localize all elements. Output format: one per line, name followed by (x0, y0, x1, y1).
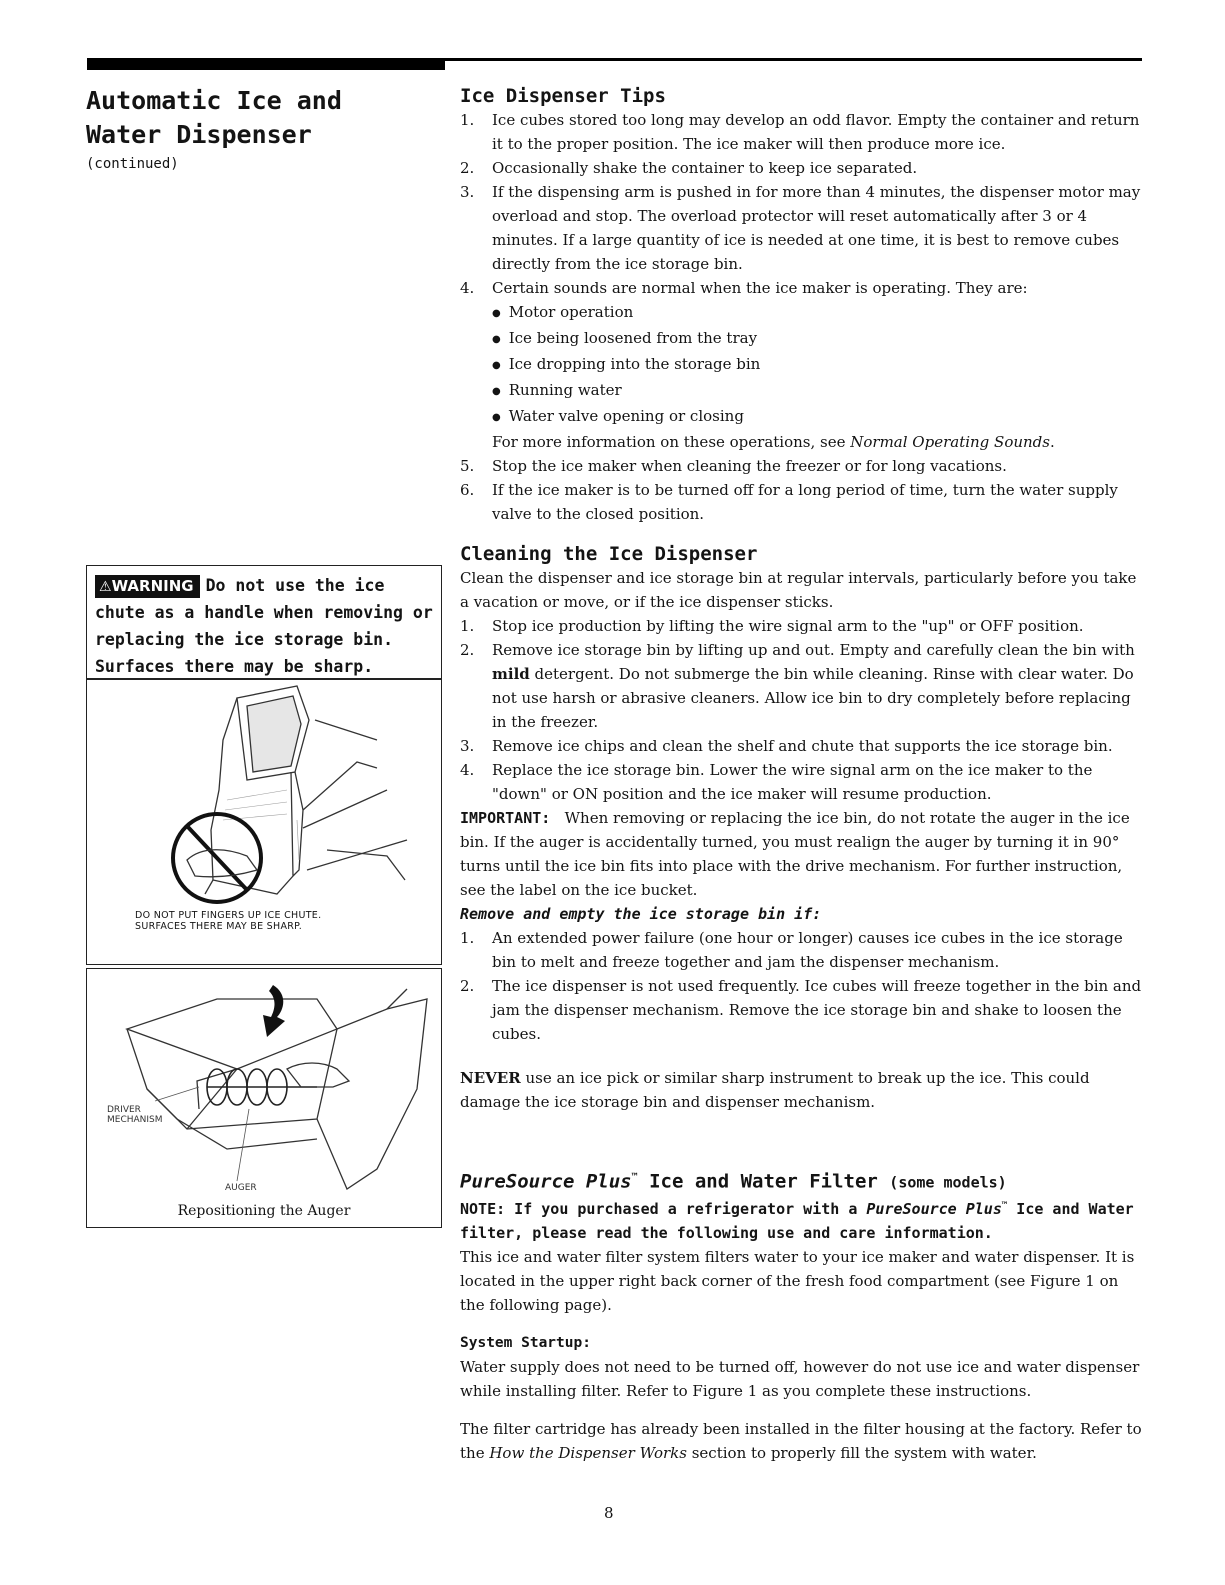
list-text: Remove ice chips and clean the shelf and chute that supports the ice storage bin. (492, 737, 1113, 755)
list-text: The ice dispenser is not used frequently. Ice cubes will freeze together in the bin and jam the dispenser mechanism. Remove the ice storage bin and shake to loosen the cubes. (492, 977, 1142, 1043)
list-text: If the ice maker is to be turned off for a long period of time, turn the water supply valve to the closed position. (492, 481, 1118, 523)
list-text: Ice cubes stored too long may develop an odd flavor. Empty the container and return it to the proper position. The ice maker will then produce more ice. (492, 111, 1140, 153)
list-number: 1. (460, 929, 475, 947)
sound-item: ● Ice being loosened from the tray (492, 326, 1142, 352)
ice-chute-figure-caption (135, 910, 321, 932)
system-startup-text: Water supply does not need to be turned off, however do not use ice and water dispenser while installing filter. Refer to Figure 1 as you complete these instructions. (460, 1358, 1140, 1401)
page-number: 8 (604, 1504, 614, 1522)
left-column (86, 84, 446, 172)
never-text: use an ice pick or similar sharp instrument to break up the ice. This could damage the ice storage bin and dispenser mechanism. (460, 1069, 1090, 1111)
cleaning-intro: Clean the dispenser and ice storage bin at regular intervals, particularly before you take a vacation or move, or if the ice dispenser sticks. (460, 569, 1137, 611)
normal-operating-sounds-reference: Normal Operating Sounds (850, 433, 1050, 451)
page-title (86, 84, 446, 152)
list-text: Stop ice production by lifting the wire signal arm to the "up" or OFF position. (492, 617, 1084, 635)
trademark-symbol: ™ (1001, 1201, 1008, 1212)
warning-badge (95, 575, 200, 598)
list-number: 2. (460, 641, 475, 659)
list-text: detergent. Do not submerge the bin while cleaning. Rinse with clear water. Do not use harsh or abrasive cleaners. Allow ice bin to dry completely before replacing in the freezer. (492, 665, 1134, 731)
list-text: If the dispensing arm is pushed in for more than 4 minutes, the dispenser motor may overload and stop. The overload protector will reset automatically after 3 or 4 minutes. If a large quantity of ice is needed at one time, it is best to remove cubes directly from the ice storage bin. (492, 183, 1141, 273)
important-text: When removing or replacing the ice bin, do not rotate the auger in the ice bin. If the auger is accidentally turned, you must realign the auger by turning it in 90° turns until the ice bin fits into place with the drive mechanism. For further instruction, see the label on the ice bucket. (460, 809, 1130, 899)
cartridge-text (460, 1417, 1142, 1465)
cartridge-text-b: section to properly fill the system with water. (686, 1444, 1037, 1463)
ice-dispenser-tips-heading: Ice Dispenser Tips (460, 85, 666, 107)
list-text: Stop the ice maker when cleaning the freezer or for long vacations. (492, 457, 1007, 475)
filter-models-note: (some models) (889, 1173, 1007, 1192)
note-text: Ice and Water filter, please read the following use and care information. (460, 1200, 1134, 1243)
auger-figure (86, 968, 442, 1228)
list-number: 1. (460, 111, 475, 129)
filter-brand: PureSource Plus (460, 1170, 632, 1193)
list-text: An extended power failure (one hour or longer) causes ice cubes in the ice storage bin to melt and freeze together and jam the dispenser mechanism. (492, 929, 1123, 971)
more-info-text (492, 430, 1142, 454)
ice-chute-figure (87, 680, 441, 964)
list-number: 3. (460, 183, 475, 201)
cleaning-step-4 (460, 758, 1142, 806)
warning-badge-label: WARNING (111, 577, 194, 595)
cartridge-text-a: The filter cartridge has already been installed in the filter housing at the factory. Refer to the (460, 1420, 1142, 1463)
sound-item: ● Running water (492, 378, 1142, 404)
remove-bin-list (460, 926, 1142, 1046)
more-info-suffix: . (1049, 433, 1055, 451)
cleaning-step-2 (460, 638, 1142, 734)
trademark-symbol: ™ (631, 1172, 638, 1183)
list-number: 3. (460, 737, 475, 755)
driver-mechanism-label (107, 1105, 163, 1125)
driver-label-line2: MECHANISM (107, 1115, 163, 1125)
auger-figure-caption: Repositioning the Auger (177, 1203, 351, 1219)
filter-heading (460, 1166, 1142, 1194)
list-text: Replace the ice storage bin. Lower the wire signal arm on the ice maker to the "down" or ON position and the ice maker will resume production. (492, 761, 1093, 803)
tips-item-3 (460, 180, 1142, 276)
never-label: NEVER (460, 1069, 521, 1087)
list-number: 4. (460, 761, 475, 779)
sound-item: ● Water valve opening or closing (492, 404, 1142, 430)
sounds-list (492, 300, 1142, 430)
filter-note (460, 1194, 1142, 1245)
list-number: 4. (460, 279, 475, 297)
driver-label-line1: DRIVER (107, 1105, 141, 1115)
auger-illustration (87, 969, 440, 1227)
auger-label: AUGER (225, 1183, 257, 1193)
list-number: 6. (460, 481, 475, 499)
tips-list (460, 108, 1142, 526)
filter-title-text: Ice and Water Filter (637, 1170, 890, 1193)
cleaning-step-3 (460, 734, 1142, 758)
sound-item: ● Motor operation (492, 300, 1142, 326)
warning-triangle-icon: ⚠ (99, 579, 112, 595)
list-number: 1. (460, 617, 475, 635)
note-brand: PureSource Plus (866, 1200, 1002, 1219)
note-text: If you purchased a refrigerator with a (505, 1200, 867, 1219)
cleaning-step-1 (460, 614, 1142, 638)
filter-intro: This ice and water filter system filters water to your ice maker and water dispenser. It is located in the upper right back corner of the fresh food compartment (see Figure 1 on the following page). (460, 1248, 1135, 1315)
tips-item-4 (460, 276, 1142, 454)
right-column (460, 84, 1142, 1465)
warning-box (86, 565, 442, 965)
remove-item-1 (460, 926, 1142, 974)
list-text: Certain sounds are normal when the ice maker is operating. They are: (492, 279, 1028, 297)
page-title-line2: Water Dispenser (86, 120, 312, 149)
list-text: Remove ice storage bin by lifting up and out. Empty and carefully clean the bin with (492, 641, 1135, 659)
remove-bin-heading: Remove and empty the ice storage bin if: (460, 905, 822, 923)
never-warning (460, 1066, 1142, 1114)
header-rule-thick (87, 58, 445, 70)
ice-chute-caption-line1: DO NOT PUT FINGERS UP ICE CHUTE. (135, 909, 322, 921)
tips-item-2 (460, 156, 1142, 180)
header-rule-thin (445, 58, 1142, 61)
page-subtitle: (continued) (86, 156, 179, 172)
warning-text: Do not use the ice chute as a handle when removing or replacing the ice storage bin. Surfaces there may be sharp. (95, 576, 433, 676)
list-text: Occasionally shake the container to keep ice separated. (492, 159, 918, 177)
list-number: 5. (460, 457, 475, 475)
sound-item: ● Ice dropping into the storage bin (492, 352, 1142, 378)
tips-item-5 (460, 454, 1142, 478)
cleaning-steps (460, 614, 1142, 806)
important-label: IMPORTANT: (460, 809, 551, 827)
system-startup-heading: System Startup: (460, 1335, 591, 1352)
list-number: 2. (460, 159, 475, 177)
cleaning-heading: Cleaning the Ice Dispenser (460, 543, 758, 565)
important-note (460, 806, 1142, 902)
page-title-line1: Automatic Ice and (86, 86, 342, 115)
more-info-prefix: For more information on these operations, see (492, 433, 851, 451)
warning-message (87, 566, 441, 678)
note-label: NOTE: (460, 1200, 506, 1219)
ice-chute-caption-line2: SURFACES THERE MAY BE SHARP. (135, 920, 303, 932)
tips-item-1 (460, 108, 1142, 156)
list-number: 2. (460, 977, 475, 995)
remove-item-2 (460, 974, 1142, 1046)
tips-item-6 (460, 478, 1142, 526)
mild-emphasis: mild (492, 665, 530, 683)
how-dispenser-works-reference: How the Dispenser Works (489, 1444, 687, 1463)
